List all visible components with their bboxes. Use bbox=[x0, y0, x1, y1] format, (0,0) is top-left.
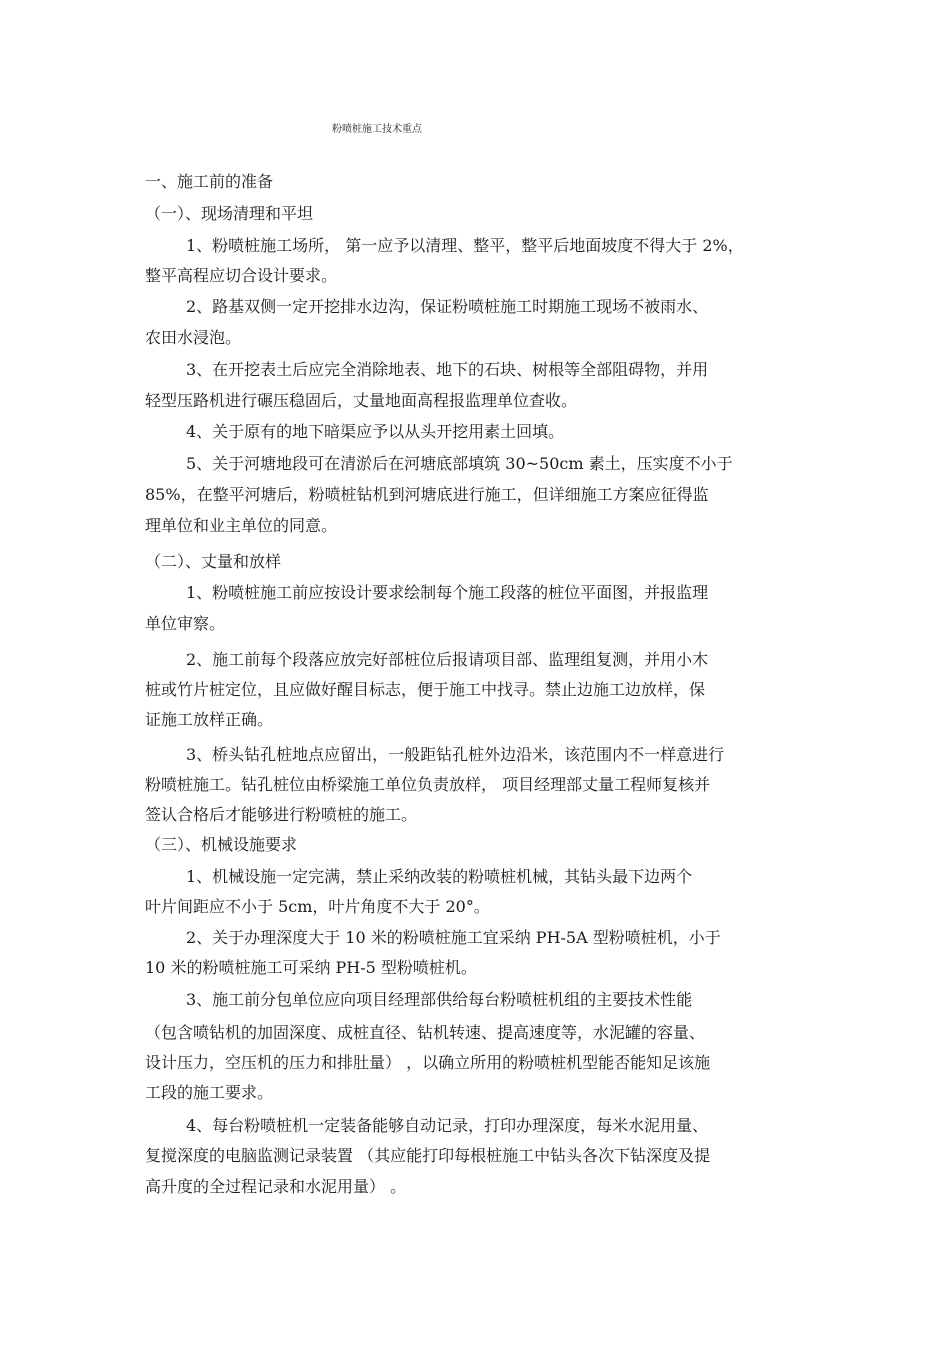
paragraph-line: 2、施工前每个段落应放完好部桩位后报请项目部、监理组复测，并用小木 bbox=[186, 650, 709, 669]
paragraph-line: 桩或竹片桩定位，且应做好醒目标志，便于施工中找寻。禁止边施工边放样，保 bbox=[145, 680, 706, 699]
heading-subsection-3: （三）、机械设施要求 bbox=[145, 835, 298, 854]
paragraph-line: 证施工放样正确。 bbox=[145, 710, 274, 729]
heading-section-1: 一、施工前的准备 bbox=[145, 172, 274, 191]
paragraph-line: 3、在开挖表土后应完全消除地表、地下的石块、树根等全部阻碍物，并用 bbox=[186, 360, 709, 379]
paragraph-line: 4、每台粉喷桩机一定装备能够自动记录，打印办理深度，每米水泥用量、 bbox=[186, 1116, 709, 1135]
paragraph-line: 1、机械设施一定完满，禁止采纳改装的粉喷桩机械，其钻头最下边两个 bbox=[186, 867, 693, 886]
paragraph-line: 3、桥头钻孔桩地点应留出，一般距钻孔桩外边沿米，该范围内不一样意进行 bbox=[186, 745, 725, 764]
paragraph-line: 1、粉喷桩施工场所， 第一应予以清理、整平，整平后地面坡度不得大于 2%， bbox=[186, 236, 744, 255]
paragraph-line: 高升度的全过程记录和水泥用量） 。 bbox=[145, 1177, 407, 1196]
paragraph-line: 设计压力，空压机的压力和排肚量） ，以确立所用的粉喷桩机型能否能知足该施 bbox=[145, 1053, 711, 1072]
paragraph-line: 轻型压路机进行碾压稳固后，丈量地面高程报监理单位查收。 bbox=[145, 391, 578, 410]
document-title: 粉喷桩施工技术重点 bbox=[332, 124, 422, 135]
paragraph-line: 2、关于办理深度大于 10 米的粉喷桩施工宜采纳 PH-5A 型粉喷桩机，小于 bbox=[186, 928, 721, 947]
paragraph-line: （包含喷钻机的加固深度、成桩直径、钻机转速、提高速度等，水泥罐的容量、 bbox=[145, 1023, 706, 1042]
paragraph-line: 10 米的粉喷桩施工可采纳 PH-5 型粉喷桩机。 bbox=[145, 958, 477, 977]
paragraph-line: 3、施工前分包单位应向项目经理部供给每台粉喷桩机组的主要技术性能 bbox=[186, 990, 693, 1009]
paragraph-line: 2、路基双侧一定开挖排水边沟，保证粉喷桩施工时期施工现场不被雨水、 bbox=[186, 297, 709, 316]
paragraph-line: 复搅深度的电脑监测记录装置 （其应能打印每根桩施工中钻头各次下钻深度及提 bbox=[145, 1146, 711, 1165]
paragraph-line: 理单位和业主单位的同意。 bbox=[145, 516, 338, 535]
paragraph-line: 4、关于原有的地下暗渠应予以从头开挖用素土回填。 bbox=[186, 422, 565, 441]
paragraph-line: 85%，在整平河塘后，粉喷桩钻机到河塘底进行施工，但详细施工方案应征得监 bbox=[145, 485, 709, 504]
paragraph-line: 5、关于河塘地段可在清淤后在河塘底部填筑 30~50cm 素土，压实度不小于 bbox=[186, 454, 733, 473]
paragraph-line: 粉喷桩施工。钻孔桩位由桥梁施工单位负责放样， 项目经理部丈量工程师复核并 bbox=[145, 775, 711, 794]
paragraph-line: 工段的施工要求。 bbox=[145, 1083, 274, 1102]
paragraph-line: 叶片间距应不小于 5cm，叶片角度不大于 20°。 bbox=[145, 897, 490, 916]
paragraph-line: 1、粉喷桩施工前应按设计要求绘制每个施工段落的桩位平面图，并报监理 bbox=[186, 583, 709, 602]
heading-subsection-2: （二）、丈量和放样 bbox=[145, 552, 282, 571]
paragraph-line: 农田水浸泡。 bbox=[145, 328, 242, 347]
heading-subsection-1: （一）、现场清理和平坦 bbox=[145, 204, 314, 223]
paragraph-line: 单位审察。 bbox=[145, 614, 226, 633]
paragraph-line: 整平高程应切合设计要求。 bbox=[145, 266, 338, 285]
paragraph-line: 签认合格后才能够进行粉喷桩的施工。 bbox=[145, 805, 418, 824]
